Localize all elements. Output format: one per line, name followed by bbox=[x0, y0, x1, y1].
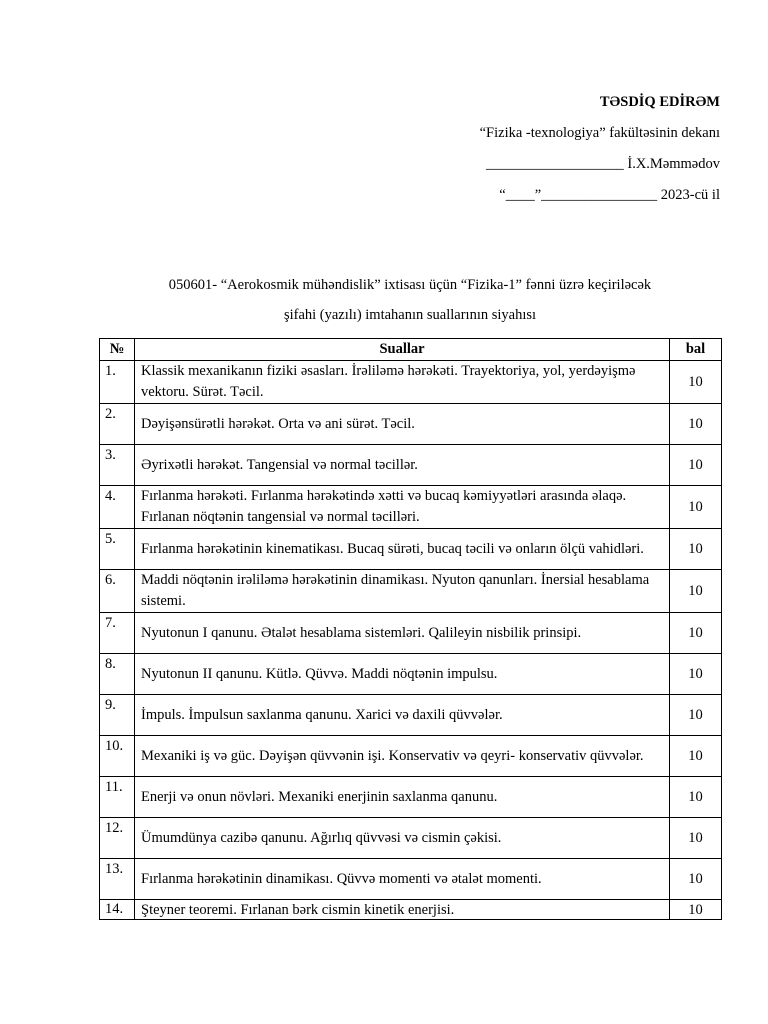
question-points: 10 bbox=[670, 361, 722, 404]
table-row bbox=[100, 445, 722, 486]
question-points: 10 bbox=[670, 900, 722, 920]
header-number: № bbox=[100, 339, 135, 361]
question-number: 3. bbox=[100, 445, 135, 486]
question-points: 10 bbox=[670, 445, 722, 486]
question-text: Mexaniki iş və güc. Dəyişən qüvvənin işi. Konservativ və qeyri- konservativ qüvvələr. bbox=[135, 736, 670, 777]
question-text: Enerji və onun növləri. Mexaniki enerjinin saxlanma qanunu. bbox=[135, 777, 670, 818]
table-row bbox=[100, 900, 722, 920]
question-text: İmpuls. İmpulsun saxlanma qanunu. Xarici və daxili qüvvələr. bbox=[135, 695, 670, 736]
question-number: 4. bbox=[100, 486, 135, 529]
table-row bbox=[100, 777, 722, 818]
header-questions: Suallar bbox=[135, 339, 670, 361]
question-points: 10 bbox=[670, 404, 722, 445]
question-text: Maddi nöqtənin irəliləmə hərəkətinin dinamikası. Nyuton qanunları. İnersial hesablama sistemi. bbox=[135, 570, 670, 613]
question-points: 10 bbox=[670, 859, 722, 900]
approval-block bbox=[480, 92, 720, 216]
question-number: 2. bbox=[100, 404, 135, 445]
questions-table bbox=[99, 338, 722, 920]
table-row bbox=[100, 361, 722, 404]
approval-signature: ___________________ İ.X.Məmmədov bbox=[486, 156, 720, 172]
question-text: Dəyişənsürətli hərəkət. Orta və ani sürət. Təcil. bbox=[135, 404, 670, 445]
question-number: 8. bbox=[100, 654, 135, 695]
question-text: Fırlanma hərəkətinin dinamikası. Qüvvə momenti və ətalət momenti. bbox=[135, 859, 670, 900]
question-number: 7. bbox=[100, 613, 135, 654]
question-text: Fırlanma hərəkəti. Fırlanma hərəkətində xətti və bucaq kəmiyyətləri arasında əlaqə. Fırlanan nöqtənin tangensial və normal təcilləri. bbox=[135, 486, 670, 529]
question-points: 10 bbox=[670, 570, 722, 613]
question-points: 10 bbox=[670, 818, 722, 859]
table-row bbox=[100, 486, 722, 529]
question-text: Əyrixətli hərəkət. Tangensial və normal təcillər. bbox=[135, 445, 670, 486]
question-number: 13. bbox=[100, 859, 135, 900]
table-row bbox=[100, 818, 722, 859]
question-number: 12. bbox=[100, 818, 135, 859]
approval-position: “Fizika -texnologiya” fakültəsinin dekanı bbox=[479, 125, 720, 141]
document-title-line-2: şifahi (yazılı) imtahanın suallarının siyahısı bbox=[283, 307, 537, 323]
question-number: 1. bbox=[100, 361, 135, 404]
question-points: 10 bbox=[670, 654, 722, 695]
question-number: 9. bbox=[100, 695, 135, 736]
question-text: Nyutonun II qanunu. Kütlə. Qüvvə. Maddi nöqtənin impulsu. bbox=[135, 654, 670, 695]
header-points: bal bbox=[670, 339, 722, 361]
question-number: 5. bbox=[100, 529, 135, 570]
table-row bbox=[100, 859, 722, 900]
question-number: 14. bbox=[100, 900, 135, 920]
table-row bbox=[100, 613, 722, 654]
table-row bbox=[100, 695, 722, 736]
question-points: 10 bbox=[670, 613, 722, 654]
question-points: 10 bbox=[670, 486, 722, 529]
question-text: Fırlanma hərəkətinin kinematikası. Bucaq sürəti, bucaq təcili və onların ölçü vahidləri. bbox=[135, 529, 670, 570]
approval-date: “____”________________ 2023-cü il bbox=[499, 187, 720, 203]
question-points: 10 bbox=[670, 695, 722, 736]
table-row bbox=[100, 570, 722, 613]
question-text: Ümumdünya cazibə qanunu. Ağırlıq qüvvəsi və cismin çəkisi. bbox=[135, 818, 670, 859]
question-points: 10 bbox=[670, 777, 722, 818]
table-row bbox=[100, 404, 722, 445]
question-points: 10 bbox=[670, 736, 722, 777]
table-header-row bbox=[100, 339, 722, 361]
question-number: 11. bbox=[100, 777, 135, 818]
table-row bbox=[100, 654, 722, 695]
question-points: 10 bbox=[670, 529, 722, 570]
table-row bbox=[100, 529, 722, 570]
table-row bbox=[100, 736, 722, 777]
question-text: Şteyner teoremi. Fırlanan bərk cismin kinetik enerjisi. bbox=[135, 900, 670, 920]
question-number: 6. bbox=[100, 570, 135, 613]
document-title-line-1: 050601- “Aerokosmik mühəndislik” ixtisası üçün “Fizika-1” fənni üzrə keçiriləcək bbox=[168, 277, 652, 293]
question-text: Nyutonun I qanunu. Ətalət hesablama sistemləri. Qalileyin nisbilik prinsipi. bbox=[135, 613, 670, 654]
approval-heading: TƏSDİQ EDİRƏM bbox=[599, 94, 720, 110]
question-number: 10. bbox=[100, 736, 135, 777]
question-text: Klassik mexanikanın fiziki əsasları. İrəliləmə hərəkəti. Trayektoriya, yol, yerdəyişmə vektoru. Sürət. Təcil. bbox=[135, 361, 670, 404]
